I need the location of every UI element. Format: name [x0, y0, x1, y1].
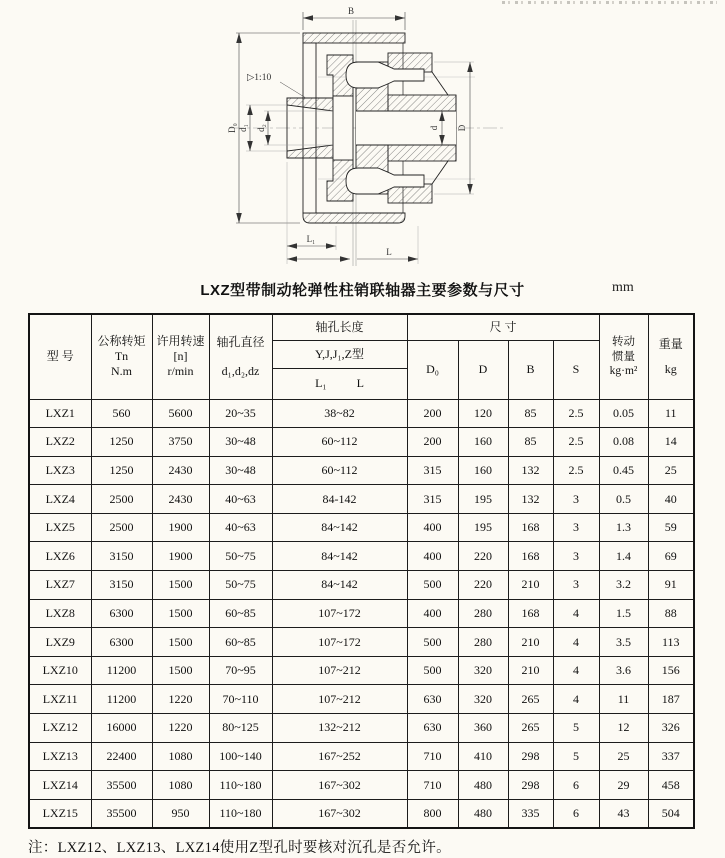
- table-cell: LXZ12: [29, 714, 91, 743]
- table-cell: 480: [458, 771, 508, 800]
- table-cell: 1.4: [599, 542, 648, 571]
- table-cell: LXZ13: [29, 742, 91, 771]
- table-cell: 4: [553, 599, 599, 628]
- table-cell: 107~212: [272, 656, 407, 685]
- table-cell: 315: [407, 485, 458, 514]
- table-cell: 40: [648, 485, 694, 514]
- table-cell: 220: [458, 571, 508, 600]
- table-cell: 11200: [91, 656, 152, 685]
- spec-table: [28, 313, 695, 829]
- table-cell: 84~142: [272, 513, 407, 542]
- table-cell: 560: [91, 399, 152, 428]
- col-header-S: S: [553, 340, 599, 399]
- table-cell: 35500: [91, 799, 152, 828]
- table-cell: 84-142: [272, 485, 407, 514]
- table-cell: 107~172: [272, 628, 407, 657]
- table-cell: 220: [458, 542, 508, 571]
- table-cell: 3.2: [599, 571, 648, 600]
- table-cell: 1.5: [599, 599, 648, 628]
- table-cell: 1.3: [599, 513, 648, 542]
- table-cell: 500: [407, 571, 458, 600]
- table-cell: LXZ3: [29, 456, 91, 485]
- dim-label-l: L: [386, 247, 392, 257]
- table-cell: 280: [458, 599, 508, 628]
- col-header-inertia: 转动 惯量 kg·m²: [599, 314, 648, 399]
- table-cell: 5: [553, 714, 599, 743]
- table-cell: 14: [648, 428, 694, 457]
- table-cell: 2500: [91, 513, 152, 542]
- table-cell: 400: [407, 542, 458, 571]
- table-cell: 298: [508, 771, 553, 800]
- table-cell: LXZ4: [29, 485, 91, 514]
- table-cell: 38~82: [272, 399, 407, 428]
- table-cell: 480: [458, 799, 508, 828]
- table-row: [29, 685, 694, 714]
- table-row: [29, 428, 694, 457]
- table-cell: 6300: [91, 628, 152, 657]
- table-cell: LXZ15: [29, 799, 91, 828]
- table-cell: 168: [508, 542, 553, 571]
- table-cell: 168: [508, 599, 553, 628]
- col-header-B: B: [508, 340, 553, 399]
- table-cell: 360: [458, 714, 508, 743]
- table-cell: 30~48: [209, 456, 272, 485]
- table-cell: 84~142: [272, 571, 407, 600]
- table-cell: 1250: [91, 456, 152, 485]
- table-cell: 3750: [152, 428, 209, 457]
- table-cell: 630: [407, 685, 458, 714]
- table-cell: 160: [458, 428, 508, 457]
- table-cell: 1080: [152, 771, 209, 800]
- dim-label-d: d: [429, 125, 439, 131]
- col-header-dimensions: 尺 寸: [407, 314, 599, 340]
- col-header-L1-L: L₁ L: [272, 368, 407, 399]
- table-cell: 25: [648, 456, 694, 485]
- table-cell: 1500: [152, 599, 209, 628]
- table-cell: 107~172: [272, 599, 407, 628]
- spec-table-header: [29, 314, 694, 399]
- table-cell: 6: [553, 799, 599, 828]
- table-cell: 29: [599, 771, 648, 800]
- table-cell: 2500: [91, 485, 152, 514]
- table-cell: 160: [458, 456, 508, 485]
- table-cell: 110~180: [209, 799, 272, 828]
- taper-leader-line: [280, 82, 306, 98]
- col-header-bore-length: 轴孔长度: [272, 314, 407, 340]
- table-row: [29, 399, 694, 428]
- table-cell: 85: [508, 399, 553, 428]
- table-cell: 210: [508, 628, 553, 657]
- spec-table-body: [29, 399, 694, 828]
- table-cell: 315: [407, 456, 458, 485]
- table-cell: 2.5: [553, 456, 599, 485]
- table-cell: 30~48: [209, 428, 272, 457]
- table-cell: 320: [458, 656, 508, 685]
- table-cell: 298: [508, 742, 553, 771]
- table-cell: 630: [407, 714, 458, 743]
- col-header-weight: 重量 kg: [648, 314, 694, 399]
- table-cell: 59: [648, 513, 694, 542]
- table-cell: 3.5: [599, 628, 648, 657]
- dim-label-l1: L₁: [306, 234, 316, 244]
- table-cell: 167~302: [272, 771, 407, 800]
- table-cell: 168: [508, 513, 553, 542]
- table-cell: 91: [648, 571, 694, 600]
- table-cell: 70~110: [209, 685, 272, 714]
- table-cell: LXZ9: [29, 628, 91, 657]
- table-row: [29, 799, 694, 828]
- col-header-speed: 许用转速 [n] r/min: [152, 314, 209, 399]
- table-cell: 11200: [91, 685, 152, 714]
- table-cell: 710: [407, 742, 458, 771]
- table-cell: 120: [458, 399, 508, 428]
- table-row: [29, 742, 694, 771]
- table-cell: LXZ6: [29, 542, 91, 571]
- table-cell: 3150: [91, 571, 152, 600]
- table-cell: 50~75: [209, 571, 272, 600]
- table-cell: LXZ14: [29, 771, 91, 800]
- table-cell: 20~35: [209, 399, 272, 428]
- table-cell: 6: [553, 771, 599, 800]
- table-cell: 3: [553, 571, 599, 600]
- table-cell: 25: [599, 742, 648, 771]
- table-cell: 2.5: [553, 428, 599, 457]
- table-row: [29, 714, 694, 743]
- table-cell: 458: [648, 771, 694, 800]
- table-cell: 950: [152, 799, 209, 828]
- table-row: [29, 513, 694, 542]
- table-cell: LXZ11: [29, 685, 91, 714]
- table-cell: 710: [407, 771, 458, 800]
- page-title: LXZ型带制动轮弹性柱销联轴器主要参数与尺寸: [200, 282, 525, 299]
- table-cell: 16000: [91, 714, 152, 743]
- table-cell: 22400: [91, 742, 152, 771]
- table-cell: 1500: [152, 656, 209, 685]
- coupling-section-drawing: [0, 0, 725, 272]
- table-cell: 156: [648, 656, 694, 685]
- table-cell: LXZ10: [29, 656, 91, 685]
- table-cell: 3: [553, 542, 599, 571]
- table-cell: 320: [458, 685, 508, 714]
- col-header-bore-types: Y,J,J₁,Z型: [272, 340, 407, 368]
- table-cell: 1900: [152, 542, 209, 571]
- table-cell: 4: [553, 628, 599, 657]
- table-cell: 85: [508, 428, 553, 457]
- table-cell: 265: [508, 685, 553, 714]
- table-cell: 1500: [152, 571, 209, 600]
- table-cell: 132: [508, 485, 553, 514]
- table-cell: 4: [553, 685, 599, 714]
- table-cell: 1250: [91, 428, 152, 457]
- table-row: [29, 656, 694, 685]
- table-cell: 410: [458, 742, 508, 771]
- table-cell: 60~85: [209, 599, 272, 628]
- table-cell: 107~212: [272, 685, 407, 714]
- table-cell: 400: [407, 599, 458, 628]
- footnote: 注：LXZ12、LXZ13、LXZ14使用Z型孔时要核对沉孔是否允许。: [28, 840, 451, 856]
- table-cell: LXZ7: [29, 571, 91, 600]
- table-cell: 60~85: [209, 628, 272, 657]
- table-cell: 1900: [152, 513, 209, 542]
- table-cell: 326: [648, 714, 694, 743]
- taper-label: ▷1:10: [247, 73, 272, 83]
- table-row: [29, 599, 694, 628]
- table-cell: 3: [553, 513, 599, 542]
- table-cell: LXZ1: [29, 399, 91, 428]
- table-cell: 280: [458, 628, 508, 657]
- table-cell: 40~63: [209, 513, 272, 542]
- table-cell: 110~180: [209, 771, 272, 800]
- table-cell: 1500: [152, 628, 209, 657]
- table-cell: 88: [648, 599, 694, 628]
- table-cell: 70~95: [209, 656, 272, 685]
- table-cell: 6300: [91, 599, 152, 628]
- table-cell: 335: [508, 799, 553, 828]
- table-cell: LXZ8: [29, 599, 91, 628]
- table-cell: 1080: [152, 742, 209, 771]
- table-cell: 500: [407, 656, 458, 685]
- table-cell: 35500: [91, 771, 152, 800]
- table-cell: 2.5: [553, 399, 599, 428]
- table-row: [29, 542, 694, 571]
- table-cell: 0.05: [599, 399, 648, 428]
- table-cell: 60~112: [272, 428, 407, 457]
- table-row: [29, 571, 694, 600]
- col-header-bore-dia: 轴孔直径 d₁,d₂,dz: [209, 314, 272, 399]
- table-cell: 2430: [152, 456, 209, 485]
- table-cell: 500: [407, 628, 458, 657]
- table-cell: 200: [407, 428, 458, 457]
- unit-label: mm: [612, 280, 634, 295]
- table-cell: 0.5: [599, 485, 648, 514]
- table-cell: 200: [407, 399, 458, 428]
- table-cell: 4: [553, 656, 599, 685]
- table-cell: 69: [648, 542, 694, 571]
- table-cell: 195: [458, 485, 508, 514]
- table-cell: 210: [508, 571, 553, 600]
- table-cell: 5: [553, 742, 599, 771]
- col-header-D0: D₀: [407, 340, 458, 399]
- table-cell: 80~125: [209, 714, 272, 743]
- table-cell: 84~142: [272, 542, 407, 571]
- table-row: [29, 628, 694, 657]
- table-cell: 43: [599, 799, 648, 828]
- table-cell: 113: [648, 628, 694, 657]
- table-cell: 5600: [152, 399, 209, 428]
- table-cell: 11: [599, 685, 648, 714]
- table-cell: LXZ2: [29, 428, 91, 457]
- table-cell: 0.45: [599, 456, 648, 485]
- table-cell: 195: [458, 513, 508, 542]
- table-row: [29, 485, 694, 514]
- table-cell: LXZ5: [29, 513, 91, 542]
- table-cell: 265: [508, 714, 553, 743]
- table-cell: 1220: [152, 685, 209, 714]
- coupling-drawing-svg: [0, 0, 725, 272]
- table-row: [29, 771, 694, 800]
- table-cell: 210: [508, 656, 553, 685]
- title-row: [0, 279, 725, 299]
- table-cell: 800: [407, 799, 458, 828]
- table-cell: 3: [553, 485, 599, 514]
- table-cell: 60~112: [272, 456, 407, 485]
- table-cell: 12: [599, 714, 648, 743]
- table-cell: 0.08: [599, 428, 648, 457]
- dim-label-d1: d₁: [238, 124, 248, 132]
- dim-label-d2: d₂: [256, 124, 266, 132]
- table-row: [29, 456, 694, 485]
- dim-label-d0: D₀: [227, 123, 237, 133]
- table-cell: 167~302: [272, 799, 407, 828]
- table-cell: 187: [648, 685, 694, 714]
- table-cell: 167~252: [272, 742, 407, 771]
- table-cell: 337: [648, 742, 694, 771]
- col-header-D: D: [458, 340, 508, 399]
- dim-label-D: D: [457, 124, 467, 132]
- col-header-model: 型 号: [29, 314, 91, 399]
- table-cell: 40~63: [209, 485, 272, 514]
- col-header-torque: 公称转矩Tn N.m: [91, 314, 152, 399]
- table-cell: 504: [648, 799, 694, 828]
- table-cell: 3.6: [599, 656, 648, 685]
- table-cell: 2430: [152, 485, 209, 514]
- table-cell: 1220: [152, 714, 209, 743]
- table-cell: 132: [508, 456, 553, 485]
- table-cell: 11: [648, 399, 694, 428]
- table-cell: 400: [407, 513, 458, 542]
- table-cell: 3150: [91, 542, 152, 571]
- table-cell: 132~212: [272, 714, 407, 743]
- table-cell: 100~140: [209, 742, 272, 771]
- dim-label-b: B: [347, 6, 355, 16]
- table-cell: 50~75: [209, 542, 272, 571]
